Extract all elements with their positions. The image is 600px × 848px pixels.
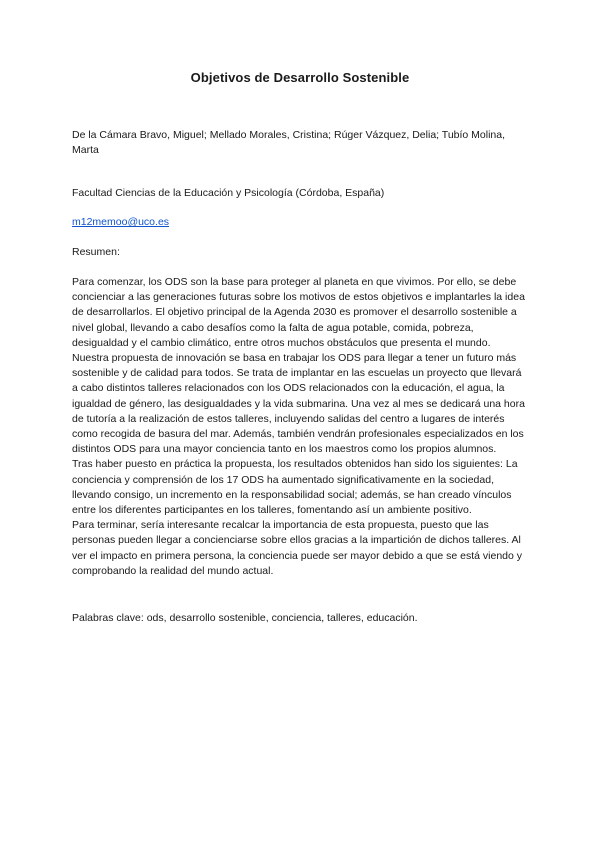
keywords-line: Palabras clave: ods, desarrollo sostenible, conciencia, talleres, educación.: [72, 612, 418, 624]
authors-line: De la Cámara Bravo, Miguel; Mellado Morales, Cristina; Rúger Vázquez, Delia; Tubío Molina, Marta: [72, 129, 506, 157]
abstract-body: [72, 275, 530, 579]
affiliation-line: Facultad Ciencias de la Educación y Psicología (Córdoba, España): [72, 187, 385, 199]
abstract-paragraph-3: Para terminar, sería interesante recalcar la importancia de esta propuesta, puesto que las personas pueden llegar a concienciarse sobre ellos gracias a la impartición de dichos talleres. Al ver el impacto en primera persona, la conciencia puede ser mayor debido a que se está viendo y comprobando la realidad del mundo actual.: [72, 519, 523, 577]
page-title: Objetivos de Desarrollo Sostenible: [190, 70, 410, 85]
email-line: [72, 215, 532, 230]
summary-label: Resumen:: [72, 246, 120, 258]
abstract-paragraph-2: Tras haber puesto en práctica la propuesta, los resultados obtenidos han sido los siguientes: La conciencia y comprensión de los 17 ODS ha aumentado significativamente en la sociedad, llevando consigo, un incremento en la responsabilidad social; además, se han creado vínculos entre los diferentes participantes en los talleres, fomentando así un ambiente positivo.: [72, 458, 518, 517]
email-link[interactable]: m12memoo@uco.es: [72, 216, 170, 228]
abstract-paragraph-1: Para comenzar, los ODS son la base para proteger al planeta en que vivimos. Por ello, se debe concienciar a las generaciones futuras sobre los motivos de estos objetivos e implantarles la idea de desarrollarlos. El objetivo principal de la Agenda 2030 es promover el desarrollo sostenible a nivel global, llevando a cabo desafíos como la falta de agua potable, comida, pobreza, desigualdad y el cambio climático, entre otros muchos obstáculos que presenta el mundo. Nuestra propuesta de innovación se basa en trabajar los ODS para llegar a tener un futuro más sostenible y de calidad para todos. Se trata de implantar en las escuelas un proyecto que llevará a cabo distintos talleres relacionados con los ODS relacionados con la educación, el agua, la igualdad de género, las desigualdades y la vida submarina. Una vez al mes se dedicará una hora de tutoría a la realización de estos talleres, incluyendo salidas del centro a lugares de interés como recogida de basura del mar. Además, también vendrán profesionales especializados en los distintos ODS para una mayor conciencia tanto en los maestros como los propios alumnos.: [72, 276, 525, 456]
